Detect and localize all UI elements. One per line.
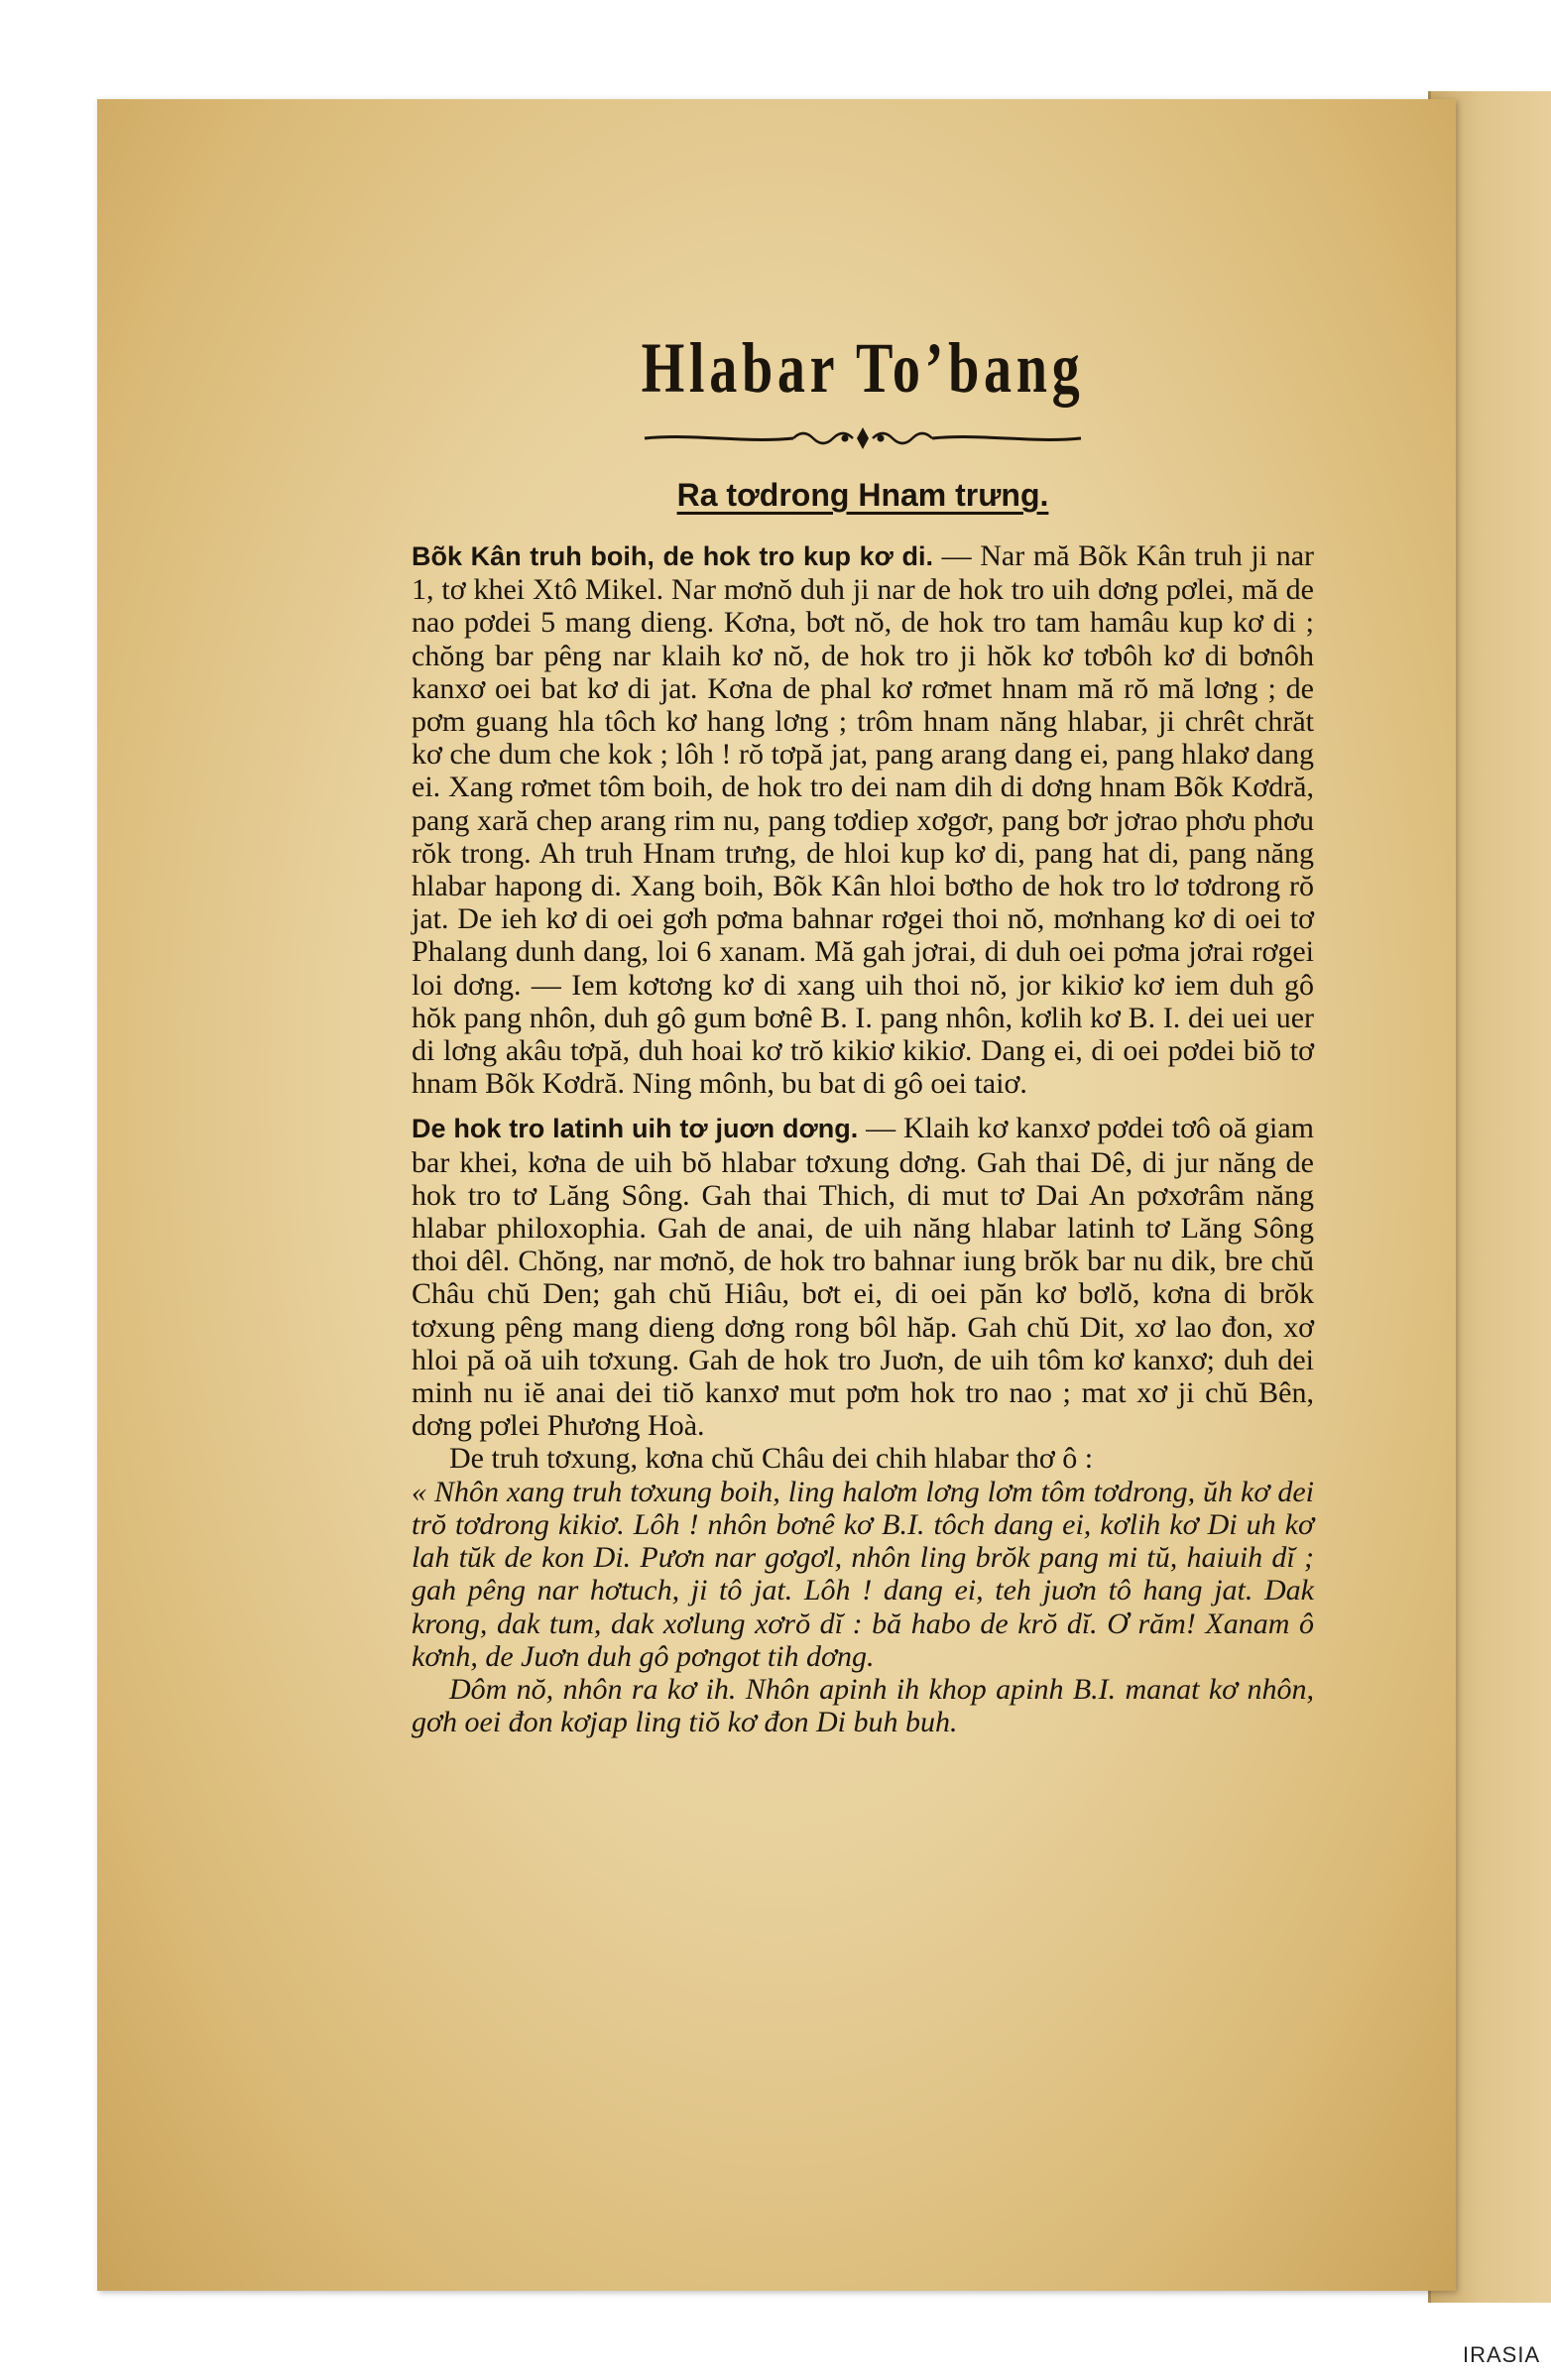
paragraph-text: — Nar mă Bõk Kân truh ji nar 1, tơ khei Xtô Mikel. Nar mơnŏ duh ji nar de hok tro uih dơng pơlei, mă de nao pơdei 5 mang dieng. Kơna, bơt nŏ, de hok tro tam hamâu kup kơ di ; chŏng bar pêng nar klaih kơ nŏ, de hok tro ji hŏk kơ tơbôh kơ di bơnôh kanxơ oei bat kơ di jat. Kơna de phal kơ rơmet hnam mă rŏ mă lơng ; de pơm guang hla tôch kơ hang lơng ; trôm hnam năng hlabar, ji chrêt chrăt kơ che dum che kok ; lôh ! rŏ tơpă jat, pang arang dang ei, pang hlakơ dang ei. Xang rơmet tôm boih, de hok tro dei nam dih di dơng hnam Bõk Kơdră, pang xară chep arang rim nu, pang tơdiep xơgơr, pang bơr jơrao phơu phơu rŏk trong. Ah truh Hnam trưng, de hloi kup kơ di, pang hat di, pang năng hlabar hapong di. Xang boih, Bõk Kân hloi bơtho de hok tro lơ tơdrong rŏ jat. De ieh kơ di oei gơh pơma bahnar rơgei thoi nŏ, mơnhang kơ di oei tơ Phalang dunh dang, loi 6 xanam. Mă gah jơrai, di duh oei pơma jơrai rơgei loi dơng. — Iem kơtơng kơ di xang uih thoi nŏ, jor kikiơ kơ iem duh gô hŏk pang nhôn, duh gô gum bơnê B. I. pang nhôn, kơlih kơ B. I. dei uei uer di lơng akâu tơpă, duh hoai kơ trŏ kikiơ kikiơ. Dang ei, di oei pơdei biŏ tơ hnam Bõk Kơdră. Ning mônh, bu bat di gô oei taiơ. <box>412 539 1314 1101</box>
paragraph-bok-kan <box>412 539 1314 1100</box>
section-heading: Ra tơdrong Hnam trưng. <box>676 477 1049 513</box>
watermark-label: IRASIA <box>1463 2342 1541 2367</box>
paragraph-hok-tro-latinh <box>412 1112 1314 1442</box>
page-title: Hlabar To’bang <box>641 328 1085 408</box>
page-content <box>412 327 1314 1738</box>
paragraph-text: — Klaih kơ kanxơ pơdei tơô oă giam bar khei, kơna de uih bŏ hlabar tơxung dơng. Gah thai Dê, di jur năng de hok tro tơ Lăng Sông. Gah thai Thich, di mut tơ Dai An pơxơrâm năng hlabar philoxophia. Gah de anai, de uih năng hlabar latinh tơ Lăng Sông thoi dêl. Chŏng, nar mơnŏ, de hok tro bahnar iung brŏk bar nu dik, bre chŭ Châu chŭ Den; gah chŭ Hiâu, bơt ei, di oei păn kơ bơlŏ, kơna di brŏk tơxung pêng mang dieng dơng rong bôl hăp. Gah chŭ Dit, xơ lao đon, xơ hloi pă oă uih tơxung. Gah de hok tro Juơn, de uih tôm kơ kanxơ; duh dei minh nu iĕ anai dei tiŏ kanxơ mut pơm hok tro nao ; mat xơ ji chŭ Bên, dơng pơlei Phương Hoà. <box>412 1112 1315 1443</box>
paragraph-letter-closing: Dôm nŏ, nhôn ra kơ ih. Nhôn apinh ih khop apinh B.I. manat kơ nhôn, gơh oei đon kơjap ling tiŏ kơ đon Di buh buh. <box>412 1672 1314 1739</box>
paragraph-lead: Bõk Kân truh boih, de hok tro kup kơ di. <box>412 541 933 571</box>
paragraph-lead: De hok tro latinh uih tơ juơn dơng. <box>412 1114 859 1144</box>
paragraph-letter-intro: De truh tơxung, kơna chŭ Châu dei chih hlabar thơ ô : <box>449 1442 1094 1476</box>
ornament-divider <box>635 423 1091 453</box>
paragraph-letter-body: « Nhôn xang truh tơxung boih, ling halơm lơng lơm tôm tơdrong, ŭh kơ dei trŏ tơdrong kikiơ. Lôh ! nhôn bơnê kơ B.I. tôch dang ei, kơlih kơ Di uh kơ lah tŭk de kon Di. Pươn nar gơgơl, nhôn ling brŏk pang mi tŭ, haiuih dĭ ; gah pêng nar hơtuch, ji tô jat. Lôh ! dang ei, teh juơn tô hang jat. Dak krong, dak tum, dak xơlung xơrŏ dĭ : bă habo de krŏ dĭ. Ơ răm! Xanam ô kơnh, de Juơn duh gô pơngot tih dơng. <box>412 1475 1314 1673</box>
